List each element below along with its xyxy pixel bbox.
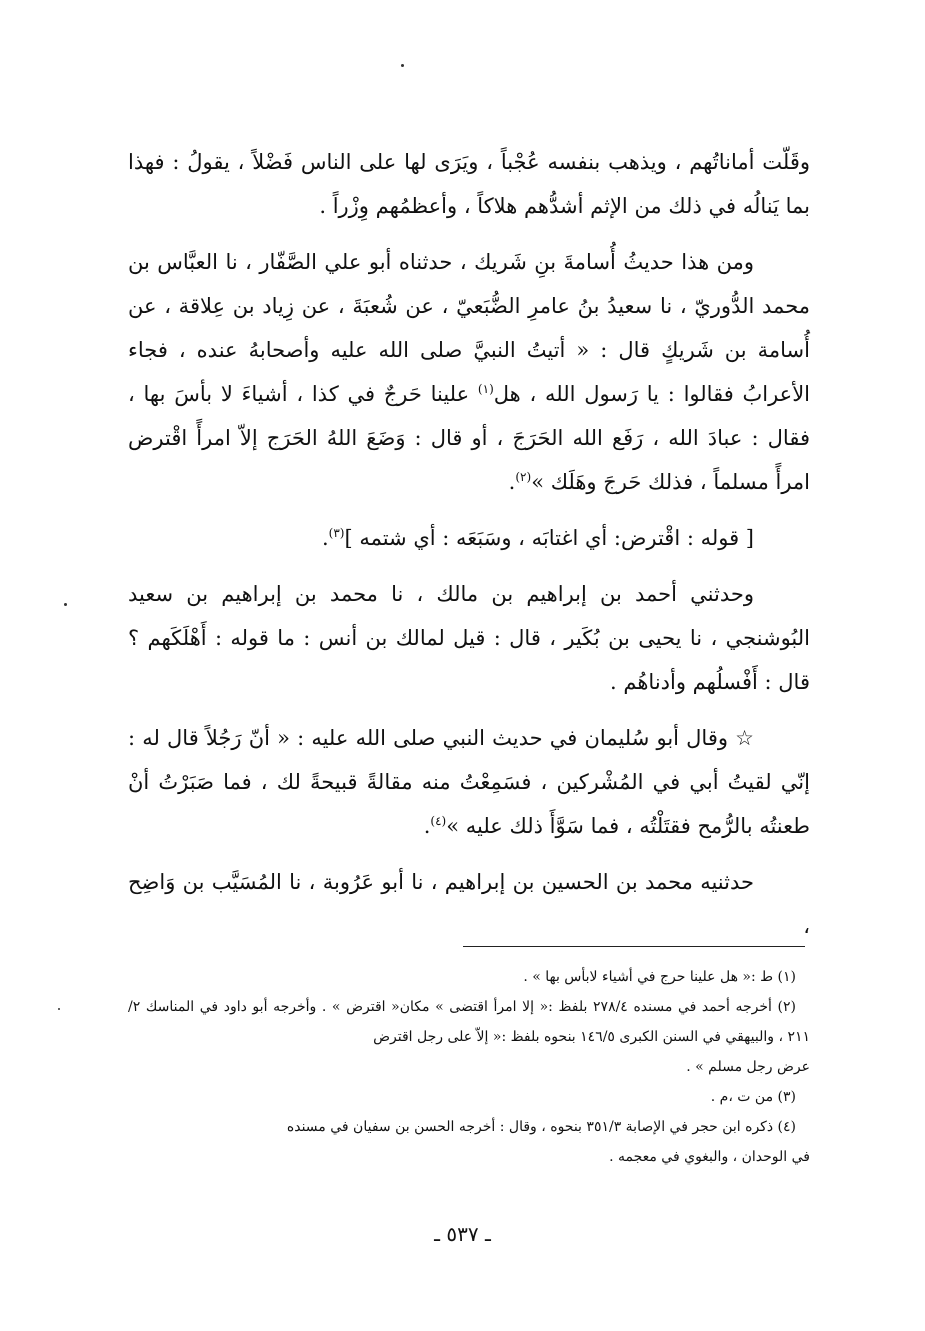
paragraph-2-text-a: ومن هذا حديثُ أُسامةَ بنِ شَريك ، حدثناه أبو علي الصَّفّار ، نا العبَّاس بن محمد الدُّوريّ ، نا سعيدُ بنُ عامرِ الضُّبَعيّ ، عن شُعبَةَ ، عن زِياد بن عِلاقة ، عن أُسامة بن شَريكٍ قال : « أتيتُ النبيَّ صلى الله عليه وأصحابهُ عنده ، فجاء الأعرابُ فقالوا : يا رَسول الله ، هل: [128, 250, 811, 406]
gloss-text: [ قوله : اقْترض: أي اغتابَه ، وسَبَعَه : أي شتمه ]: [344, 526, 754, 550]
paragraph-2-text-b: علينا حَرجٌ في كذا ، أشياءَ لا بأسَ بها ، فقال : عبادَ الله ، رَفَع الله الحَرَجَ ، أو قال : وَضَعَ اللهُ الحَرَج إلاّ امرأً اقْترض امرأً مسلماً ، فذلك حَرجَ وهَلَك »: [128, 382, 810, 494]
footnote-separator: [463, 946, 805, 947]
footnote-2-continued: عرض رجل مسلم » .: [686, 1059, 810, 1075]
footnote-ref-3: (٣): [328, 526, 345, 540]
gloss-note: [128, 516, 810, 560]
footnote-1: (١) ط :« هل علينا حرج في أشياء لابأس بها » .: [523, 969, 796, 985]
footnote-ref-1: (١): [477, 382, 494, 396]
scan-speck: [64, 603, 67, 606]
footnotes: [128, 962, 810, 1172]
scan-speck: [401, 64, 404, 67]
footnote-4-continued: في الوحدان ، والبغوي في معجمه .: [609, 1149, 810, 1165]
paragraph-5-text-b: .: [423, 814, 431, 838]
footnote-4: (٤) ذكره ابن حجر في الإصابة ٣٥١/٣ بنحوه ، وقال : أخرجه الحسن بن سفيان في مسنده: [286, 1119, 796, 1135]
paragraph-2: [128, 240, 810, 504]
footnote-ref-4: (٤): [430, 814, 447, 828]
paragraph-5-text-a: ☆ وقال أبو سُليمان في حديث النبي صلى الله عليه : « أنّ رَجُلاً قال له : إنّي لقيتُ أبي في المُشْركين ، فسَمِعْتُ منه مقالةً قبيحةً لك ، فما صَبَرْتُ أنْ طعنتُه بالرُّمح فقتَلْتُه ، فما سَوَّأَ ذلك عليه »: [128, 726, 810, 838]
scan-speck: [58, 1008, 60, 1010]
paragraph-2-text-c: .: [508, 470, 516, 494]
gloss-end: .: [321, 526, 329, 550]
footnote-ref-2: (٢): [515, 470, 532, 484]
footnote-3: (٣) من ت ،م .: [710, 1089, 796, 1105]
footnote-2: (٢) أخرجه أحمد في مسنده ٢٧٨/٤ بلفظ :« إلا امرأ اقتضى » مكان« اقترض » . وأخرجه أبو داود في المناسك ٢/ ٢١١ ، والبيهقي في السنن الكبرى ١٤٦/٥ بنحوه بلفظ :« إلاّ على رجل اقترض: [128, 999, 810, 1045]
paragraph-4: وحدثني أحمد بن إبراهيم بن مالك ، نا محمد بن إبراهيم بن سعيد البُوشنجي ، نا يحيى بن بُكَير ، قال : قيل لمالك بن أنس : ما قوله : أَهْلَكَهم ؟ قال : أَفْسلُهم وأدناهُم .: [128, 582, 810, 694]
paragraph-6: حدثنيه محمد بن الحسين بن إبراهيم ، نا أبو عَرُوبة ، نا المُسَيَّب بن وَاضِح ،: [128, 870, 810, 938]
main-text: [128, 140, 810, 960]
paragraph-5: [128, 716, 810, 848]
page-number: ـ ٥٣٧ ـ: [434, 1222, 491, 1246]
paragraph-1: وقَلّت أماناتُهم ، ويذهب بنفسه عُجْباً ، ويَرَى لها على الناس فَضْلاً ، يقولُ : فهذا بما يَنالُه في ذلك من الإثم أشدُّهم هلاكاً ، وأعظمُهم وِزْراً .: [128, 150, 810, 218]
